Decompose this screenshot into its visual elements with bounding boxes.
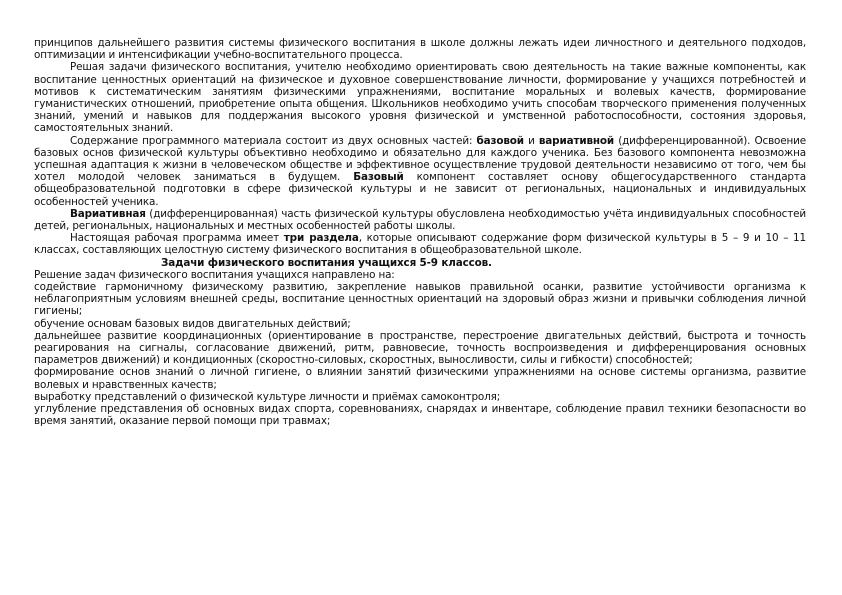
paragraph-variative <box>34 208 806 232</box>
paragraph-principles: принципов дальнейшего развития системы физического воспитания в школе должны лежать идеи личностного и деятельного подходов, оптимизации и интенсификации учебно-воспитательного процесса. <box>34 37 806 62</box>
bold-term-basic-component: Базовый <box>353 171 404 184</box>
list-item: обучение основам базовых видов двигательных действий; <box>34 317 351 330</box>
document-page <box>34 37 806 428</box>
text-fragment: Настоящая рабочая программа имеет <box>70 232 284 245</box>
list-item: содействие гармоничному физическому развитию, закрепление навыков правильной осанки, развитие устойчивости организма к неблагоприятным условиям внешней среды, воспитание ценностных ориентаций на здоровый образ жизни и привычки соблюдения личной гигиены; <box>34 281 806 318</box>
bold-term-three-sections: три раздела <box>283 232 359 245</box>
bold-term-basic: базовой <box>476 134 524 147</box>
paragraph-tasks: Решая задачи физического воспитания, учителю необходимо ориентировать свою деятельность на такие важные компоненты, как воспитание ценностных ориентаций на физическое и духовное совершенствование личности, формирование у учащихся потребностей и мотивов к систематическим занятиям физическими упражнениями, воспитание моральных и волевых качеств, формирование гуманистических отношений, приобретение опыта общения. Школьников необходимо учить способам творческого применения полученных знаний, умений и навыков для поддержания высокого уровня физической и умственной работоспособности, состояния здоровья, самостоятельных знаний. <box>34 61 806 135</box>
list-item: дальнейшее развитие координационных (ориентирование в пространстве, перестроение двигательных действий, быстрота и точность реагирования на сигналы, согласование движений, ритм, равновесие, точность воспроизведения и дифференцирования основных параметров движений) и кондиционных (скоростно-силовых, скоростных, выносливости, силы и гибкости) способностей; <box>34 329 806 367</box>
list-item: углубление представления об основных видах спорта, соревнованиях, снарядах и инвентаре, соблюдение правил техники безопасности во время занятий, оказание первой помощи при травмах; <box>34 403 806 428</box>
paragraph-content <box>34 135 806 208</box>
bold-term-variative: вариативной <box>538 134 615 147</box>
text-fragment: Содержание программного материала состоит из двух основных частей: <box>70 134 477 147</box>
paragraph-intro: Решение задач физического воспитания учащихся направлено на: <box>34 268 395 281</box>
bold-term-variative-part: Вариативная <box>70 207 146 220</box>
text-fragment: компонент составляет основу общегосударственного стандарта общеобразовательной подготовки в сфере физической культуры и не зависит от региональных, национальных и индивидуальных особенностей ученика. <box>34 171 806 208</box>
paragraph-program <box>34 232 806 256</box>
text-fragment: (дифференцированной). Освоение базовых основ физической культуры объективно необходимо и обязательно для каждого ученика. Без базового компонента невозможна успешная адаптация к жизни в человеческом обществе и эффективное осуществление трудовой деятельности независимо от того, чем бы хотел молодой человек заниматься в будущем. <box>34 134 806 184</box>
text-fragment: , которые описывают содержание форм физической культуры в 5 – 9 и 10 – 11 классах, составляющих целостную систему физического воспитания в общеобразовательной школе. <box>34 232 806 257</box>
list-item: формирование основ знаний о личной гигиене, о влиянии занятий физическими упражнениями на основе системы организма, развитие волевых и нравственных качеств; <box>34 366 806 391</box>
section-heading: Задачи физического воспитания учащихся 5-9 классов. <box>161 256 492 269</box>
list-item: выработку представлений о физической культуре личности и приёмах самоконтроля; <box>34 390 501 403</box>
text-fragment: (дифференцированная) часть физической культуры обусловлена необходимостью учёта индивидуальных способностей детей, региональных, национальных и местных особенностей работы школы. <box>34 207 806 233</box>
text-fragment: и <box>523 134 539 147</box>
